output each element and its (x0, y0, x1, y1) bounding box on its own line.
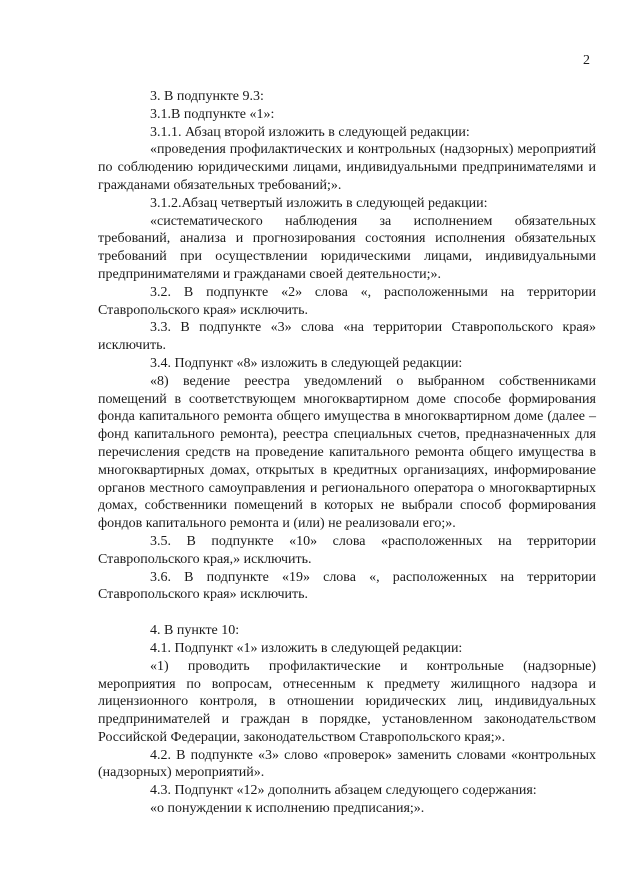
paragraph: 3.1.2.Абзац четвертый изложить в следующей редакции: (150, 195, 488, 211)
paragraph: 4.3. Подпункт «12» дополнить абзацем следующего содержания: (150, 783, 537, 799)
paragraph: 3.2. В подпункте «2» слова «, расположенными на территории Ставропольского края» исключить. (98, 284, 596, 318)
paragraph: «систематического наблюдения за исполнением обязательных требований, анализа и прогнозирования состояния исполнения обязательных требований при осуществлении юридическими лицами, индивидуальными предпринимателями и гражданами своей деятельности;». (98, 213, 596, 282)
paragraph: 4.1. Подпункт «1» изложить в следующей редакции: (150, 640, 463, 656)
paragraph: 3.3. В подпункте «3» слова «на территории Ставропольского края» исключить. (98, 320, 596, 354)
paragraph: «о понуждении к исполнению предписания;». (150, 801, 425, 817)
paragraph: 4.2. В подпункте «3» слово «проверок» заменить словами «контрольных (надзорных) мероприятий». (98, 747, 596, 781)
page-number: 2 (583, 53, 590, 68)
document-body (98, 88, 596, 818)
paragraph: 3.1.1. Абзац второй изложить в следующей редакции: (150, 124, 470, 140)
paragraph: 3.1.В подпункте «1»: (150, 106, 275, 122)
paragraph: 3. В подпункте 9.3: (150, 89, 264, 104)
paragraph: 4. В пункте 10: (150, 623, 240, 639)
paragraph: «1) проводить профилактические и контрольные (надзорные) мероприятия по вопросам, отнесенным к предмету жилищного надзора и лицензионного контроля, в отношении юридических лиц, индивидуальных предпринимателей и граждан в порядке, установленном законодательством Российской Федерации, законодательством Ставропольского края;». (98, 658, 596, 745)
section-spacer (98, 604, 596, 622)
paragraph: «проведения профилактических и контрольных (надзорных) мероприятий по соблюдению юридическими лицами, индивидуальными предпринимателями и гражданами обязательных требований;». (98, 142, 596, 193)
paragraph: 3.4. Подпункт «8» изложить в следующей редакции: (150, 355, 463, 371)
paragraph: 3.5. В подпункте «10» слова «расположенных на территории Ставропольского края,» исключить. (98, 533, 596, 567)
paragraph: «8) ведение реестра уведомлений о выбранном собственниками помещений в соответствующем многоквартирном доме способе формирования фонда капитального ремонта общего имущества в многоквартирном доме (далее – фонд капитального ремонта), реестра специальных счетов, предназначенных для перечисления средств на проведение капитального ремонта общего имущества в многоквартирных домах, открытых в кредитных организациях, информирование органов местного самоуправления и регионального оператора о многоквартирных домах, собственники помещений в которых не выбрали способ формирования фондов капитального ремонта и (или) не реализовали его;». (98, 373, 596, 532)
paragraph: 3.6. В подпункте «19» слова «, расположенных на территории Ставропольского края» исключить. (98, 569, 596, 603)
